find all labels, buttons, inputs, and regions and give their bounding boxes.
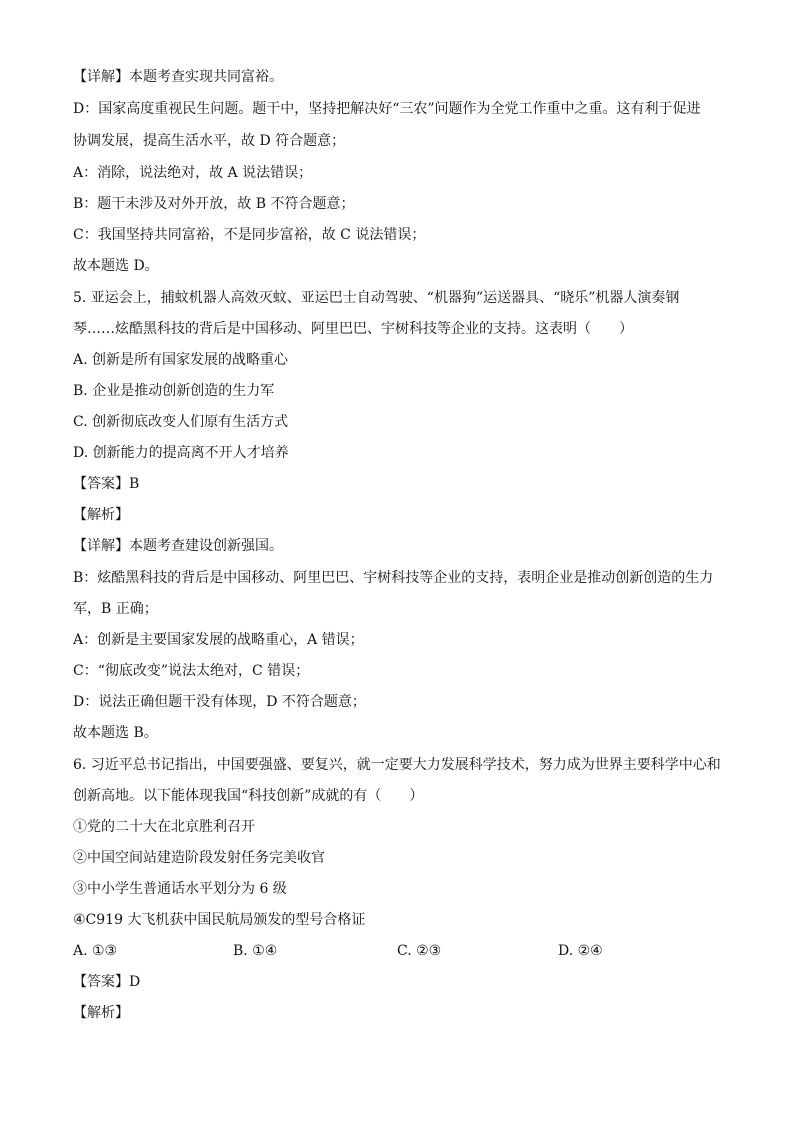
explanation-line: B：炫酷黑科技的背后是中国移动、阿里巴巴、宇树科技等企业的支持，表明企业是推动创新创造的生力 bbox=[73, 570, 714, 586]
question-6-option-c: C. ②③ bbox=[397, 943, 442, 959]
explanation-line: D：国家高度重视民生问题。题干中，坚持把解决好“三农”问题作为全党工作重中之重。这有利于促进 bbox=[73, 101, 701, 117]
analysis-heading: 【解析】 bbox=[73, 1005, 129, 1021]
explanation-line: C：我国坚持共同富裕，不是同步富裕，故 C 说法错误； bbox=[73, 227, 426, 243]
explanation-line: A：创新是主要国家发展的战略重心，A 错误； bbox=[73, 632, 364, 648]
answer-line: 【答案】B bbox=[73, 476, 140, 492]
question-6-item-1: ①党的二十大在北京胜利召开 bbox=[73, 819, 255, 835]
question-6-item-3: ③中小学生普通话水平划分为 6 级 bbox=[73, 881, 287, 897]
question-5-option-a: A. 创新是所有国家发展的战略重心 bbox=[73, 352, 289, 368]
explanation-line: 协调发展，提高生活水平，故 D 符合题意； bbox=[73, 133, 346, 149]
question-6-stem: 6. 习近平总书记指出，中国要强盛、要复兴，就一定要大力发展科学技术，努力成为世界主要科学中心和 bbox=[73, 757, 721, 773]
analysis-heading: 【解析】 bbox=[73, 507, 129, 523]
question-6-stem: 创新高地。以下能体现我国“科技创新”成就的有（ ） bbox=[73, 788, 424, 804]
question-5-option-d: D. 创新能力的提高离不开人才培养 bbox=[73, 445, 289, 461]
conclusion-line: 故本题选 B。 bbox=[73, 725, 158, 741]
question-6-item-4: ④C919 大飞机获中国民航局颁发的型号合格证 bbox=[73, 912, 366, 928]
question-6-item-2: ②中国空间站建造阶段发射任务完美收官 bbox=[73, 850, 325, 866]
detail-heading: 【详解】本题考查实现共同富裕。 bbox=[73, 69, 283, 85]
explanation-line: 军，B 正确； bbox=[73, 601, 158, 617]
question-6-option-b: B. ①④ bbox=[233, 943, 278, 959]
explanation-line: A：消除，说法绝对，故 A 说法错误； bbox=[73, 165, 313, 181]
question-5-option-b: B. 企业是推动创新创造的生力军 bbox=[73, 383, 275, 399]
question-6-option-a: A. ①③ bbox=[73, 943, 118, 959]
answer-line: 【答案】D bbox=[73, 974, 141, 990]
explanation-line: C：“彻底改变”说法太绝对，C 错误； bbox=[73, 663, 310, 679]
question-5-stem: 5. 亚运会上，捕蚊机器人高效灭蚊、亚运巴士自动驾驶、“机器狗”运送器具、“晓乐”机器人演奏钢 bbox=[73, 290, 680, 306]
question-5-option-c: C. 创新彻底改变人们原有生活方式 bbox=[73, 414, 289, 430]
explanation-line: D：说法正确但题干没有体现，D 不符合题意； bbox=[73, 694, 366, 710]
conclusion-line: 故本题选 D。 bbox=[73, 258, 159, 274]
question-5-stem: 琴……炫酷黑科技的背后是中国移动、阿里巴巴、宇树科技等企业的支持。这表明（ ） bbox=[73, 321, 633, 337]
explanation-line: B：题干未涉及对外开放，故 B 不符合题意； bbox=[73, 196, 355, 212]
detail-heading: 【详解】本题考查建设创新强国。 bbox=[73, 538, 283, 554]
question-6-option-d: D. ②④ bbox=[558, 943, 603, 959]
